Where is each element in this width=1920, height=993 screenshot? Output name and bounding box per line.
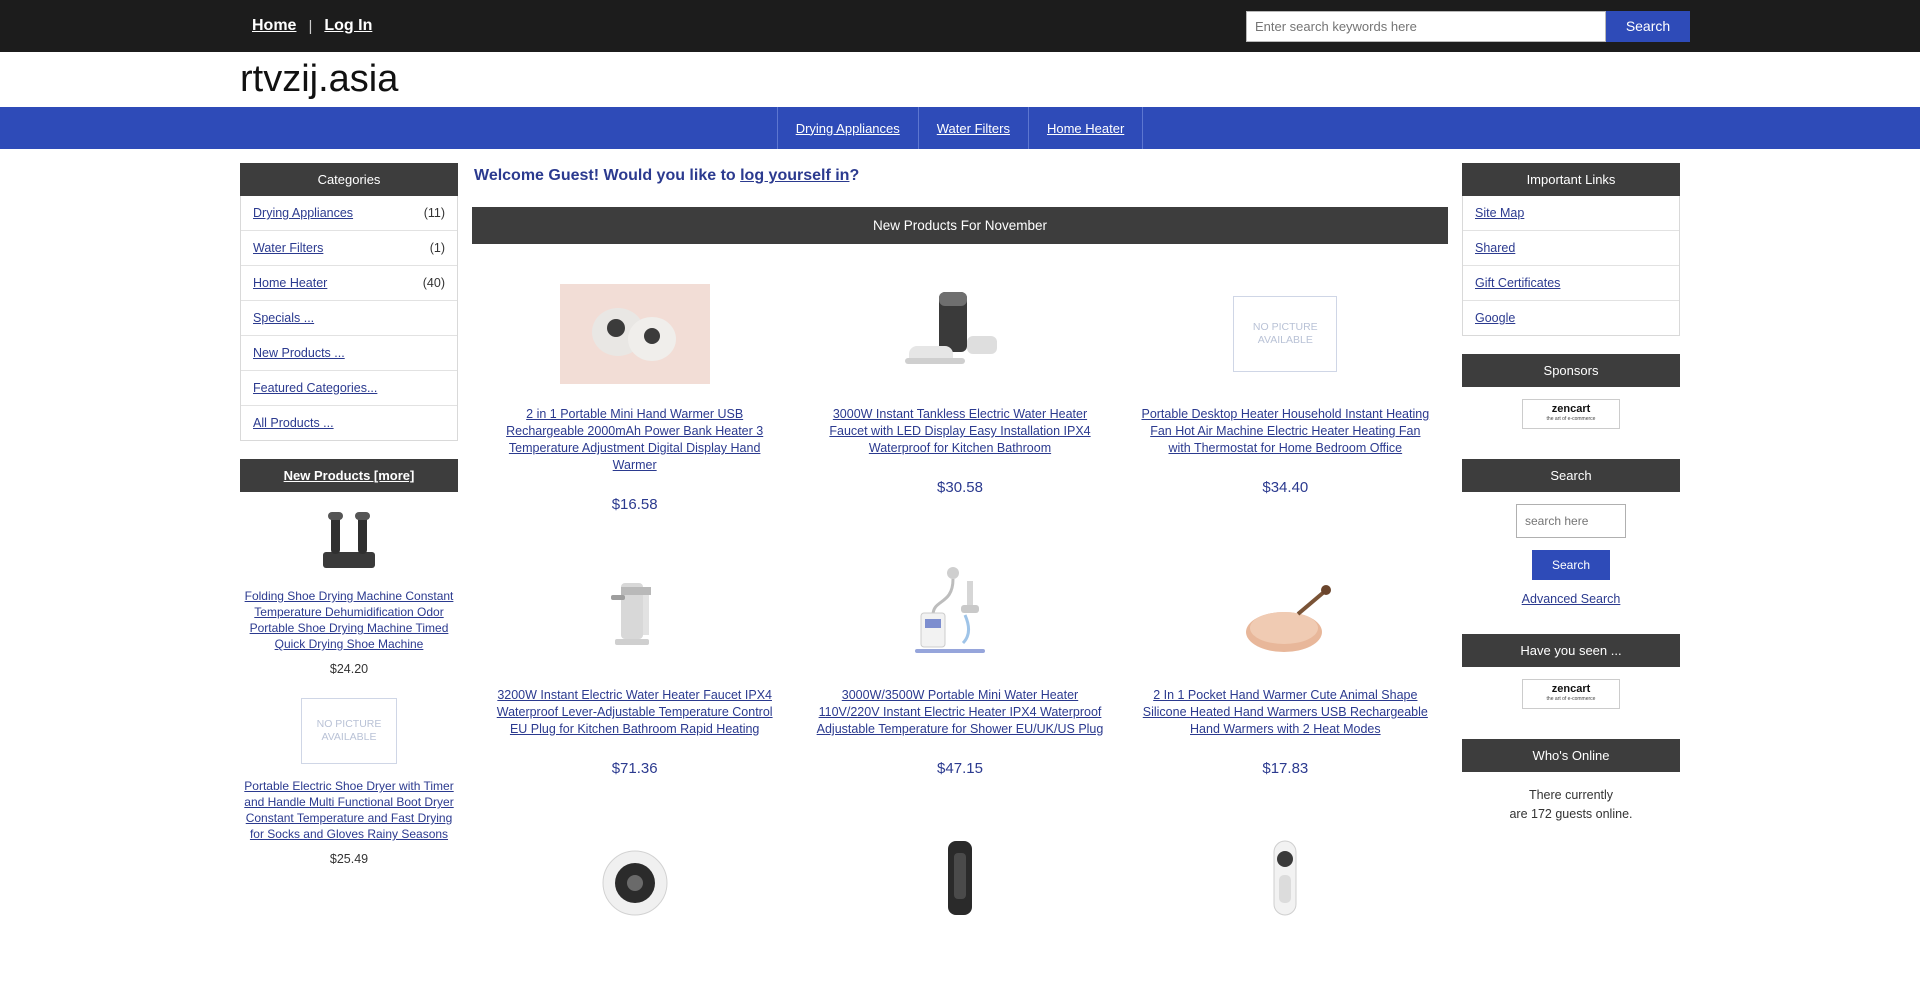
product-card [472, 535, 797, 799]
login-yourself-link[interactable]: log yourself in [740, 167, 850, 184]
shoe-dryer-icon [307, 506, 391, 576]
category-link[interactable]: All Products ... [253, 416, 334, 430]
product-price: $71.36 [611, 760, 658, 777]
tankless-faucet-heater-photo[interactable] [815, 280, 1104, 388]
sidebar-item-featured-categories[interactable] [241, 371, 457, 406]
product-card [1123, 799, 1448, 977]
round-fan-heater-icon [580, 839, 690, 919]
sponsors-box [1462, 354, 1680, 441]
list-item [240, 682, 458, 872]
sidebar-item-google[interactable] [1463, 301, 1679, 335]
whos-online-line2: are 172 guests online. [1509, 807, 1633, 821]
product-price: $34.40 [1262, 479, 1309, 496]
nav-item-home-heater[interactable]: Home Heater [1028, 107, 1143, 149]
no-picture-available-image [1141, 280, 1430, 388]
no-picture-line1: NO PICTURE [316, 718, 382, 730]
right-sidebar [1462, 163, 1680, 858]
categories-title: Categories [240, 163, 458, 196]
round-fan-heater-photo[interactable] [490, 825, 779, 933]
product-price: $47.15 [937, 760, 983, 777]
have-you-seen-title: Have you seen ... [1462, 634, 1680, 667]
important-links-title: Important Links [1462, 163, 1680, 196]
handheld-heater-photo[interactable] [1141, 825, 1430, 933]
zencart-logo-icon[interactable]: zencart the art of e-commerce [1522, 399, 1620, 429]
zencart-logo-icon[interactable]: zencart the art of e-commerce [1522, 679, 1620, 709]
header-search-button[interactable]: Search [1606, 11, 1690, 42]
hand-warmer-pink-photo[interactable] [490, 280, 779, 388]
mini-shower-heater-photo[interactable] [815, 561, 1104, 669]
main-navigation [0, 107, 1920, 149]
product-title-link[interactable]: 3000W Instant Tankless Electric Water Heater Faucet with LED Display Easy Installation IPX4 Waterproof for Kitchen Bathroom [829, 407, 1091, 455]
welcome-suffix: ? [849, 167, 860, 184]
list-item [240, 492, 458, 682]
shoe-dryer-photo[interactable] [244, 504, 454, 578]
electric-faucet-icon [575, 565, 695, 665]
new-products-section-title: New Products For November [472, 207, 1448, 244]
category-count: (11) [423, 206, 445, 220]
welcome-message [474, 167, 1448, 185]
search-title: Search [1462, 459, 1680, 492]
product-price: $17.83 [1262, 760, 1309, 777]
category-count: (40) [422, 276, 445, 290]
category-link[interactable]: Home Heater [253, 276, 328, 290]
login-link[interactable]: Log In [324, 17, 373, 34]
product-title-link[interactable]: 2 In 1 Pocket Hand Warmer Cute Animal Shape Silicone Heated Hand Warmers USB Rechargeable Hand Warmers with 2 Heat Modes [1142, 688, 1428, 736]
welcome-prefix: Welcome Guest! Would you like to [474, 167, 741, 184]
no-picture-line2: AVAILABLE [321, 731, 377, 743]
important-links-box [1462, 163, 1680, 336]
home-link[interactable]: Home [252, 17, 297, 34]
sidebar-item-shared[interactable] [1463, 231, 1679, 266]
handheld-heater-icon [1240, 839, 1330, 919]
whos-online-line1: There currently [1528, 788, 1614, 802]
product-card [472, 254, 797, 535]
product-card [1123, 535, 1448, 799]
sponsors-title: Sponsors [1462, 354, 1680, 387]
product-title-link[interactable]: 3200W Instant Electric Water Heater Faucet IPX4 Waterproof Lever-Adjustable Temperature Control EU Plug for Kitchen Bathroom Rapid Heating [496, 688, 773, 736]
product-card [797, 254, 1122, 535]
categories-box [240, 163, 458, 441]
product-card [797, 799, 1122, 977]
product-card [797, 535, 1122, 799]
sidebar-search-button[interactable]: Search [1532, 550, 1610, 580]
advanced-search-link[interactable]: Advanced Search [1521, 592, 1621, 606]
sidebar-item-site-map[interactable] [1463, 196, 1679, 231]
header-search-input[interactable] [1246, 11, 1606, 42]
category-link[interactable]: Drying Appliances [253, 206, 354, 220]
product-card [472, 799, 797, 977]
product-grid [472, 254, 1448, 977]
sidebar-item-all-products[interactable] [241, 406, 457, 440]
sidebar-item-water-filters[interactable] [241, 231, 457, 266]
hand-warmer-icon [560, 284, 710, 384]
important-link[interactable]: Site Map [1475, 206, 1525, 220]
product-price: $24.20 [329, 662, 369, 676]
product-price: $30.58 [937, 479, 983, 496]
important-link[interactable]: Gift Certificates [1475, 276, 1561, 290]
animal-hand-warmer-icon [1220, 570, 1350, 660]
main-content [472, 163, 1448, 977]
whos-online-box [1462, 739, 1680, 840]
sidebar-item-home-heater[interactable] [241, 266, 457, 301]
search-box [1462, 459, 1680, 616]
have-you-seen-box [1462, 634, 1680, 721]
site-logo[interactable]: rtvzij.asia [240, 58, 399, 100]
left-sidebar [240, 163, 458, 890]
important-link[interactable]: Google [1475, 311, 1516, 325]
header-search [1246, 11, 1690, 42]
logo-band [0, 52, 1920, 107]
nav-item-water-filters[interactable]: Water Filters [918, 107, 1028, 149]
no-picture-line1: NO PICTURE [1252, 321, 1318, 333]
whos-online-title: Who's Online [1462, 739, 1680, 772]
sidebar-search-input[interactable] [1516, 504, 1626, 538]
product-card [1123, 254, 1448, 535]
animal-hand-warmer-photo[interactable] [1141, 561, 1430, 669]
product-title-link[interactable]: Portable Desktop Heater Household Instant Heating Fan Hot Air Machine Electric Heater Heating Fan with Thermostat for Home Bedroom Office [1141, 407, 1430, 455]
top-bar [0, 0, 1920, 52]
electric-faucet-heater-photo[interactable] [490, 561, 779, 669]
tower-heater-icon [915, 839, 1005, 919]
category-link[interactable]: New Products ... [253, 346, 345, 360]
top-bar-links [240, 17, 384, 35]
category-count: (1) [429, 241, 445, 255]
new-products-box [240, 459, 458, 872]
new-products-title[interactable]: New Products [more] [240, 459, 458, 492]
product-price: $25.49 [329, 852, 369, 866]
category-link[interactable]: Water Filters [253, 241, 324, 255]
tower-heater-photo[interactable] [815, 825, 1104, 933]
page-body [0, 149, 1920, 977]
product-title-link[interactable]: 2 in 1 Portable Mini Hand Warmer USB Rechargeable 2000mAh Power Bank Heater 3 Temperature Adjustment Digital Display Hand Warmer [506, 407, 764, 472]
sidebar-item-drying-appliances[interactable] [241, 196, 457, 231]
sidebar-item-specials[interactable] [241, 301, 457, 336]
no-picture-available-image [244, 694, 454, 768]
sidebar-item-new-products[interactable] [241, 336, 457, 371]
shower-heater-icon [895, 565, 1025, 665]
product-title-link[interactable]: Portable Electric Shoe Dryer with Timer and Handle Multi Functional Boot Dryer Constant Temperature and Fast Drying for Socks and Gloves Rainy Seasons [244, 779, 454, 841]
faucet-heater-icon [895, 284, 1025, 384]
nav-item-drying-appliances[interactable]: Drying Appliances [777, 107, 918, 149]
no-picture-line2: AVAILABLE [1257, 334, 1313, 346]
product-price: $16.58 [611, 496, 658, 513]
product-title-link[interactable]: Folding Shoe Drying Machine Constant Temperature Dehumidification Odor Portable Shoe Drying Machine Timed Quick Drying Shoe Machine [244, 589, 454, 651]
link-separator: | [308, 17, 313, 35]
important-link[interactable]: Shared [1475, 241, 1516, 255]
category-link[interactable]: Featured Categories... [253, 381, 378, 395]
category-link[interactable]: Specials ... [253, 311, 315, 325]
sidebar-item-gift-certificates[interactable] [1463, 266, 1679, 301]
product-title-link[interactable]: 3000W/3500W Portable Mini Water Heater 110V/220V Instant Electric Heater IPX4 Waterproof Adjustable Temperature for Shower EU/UK/US Plug [816, 688, 1104, 736]
